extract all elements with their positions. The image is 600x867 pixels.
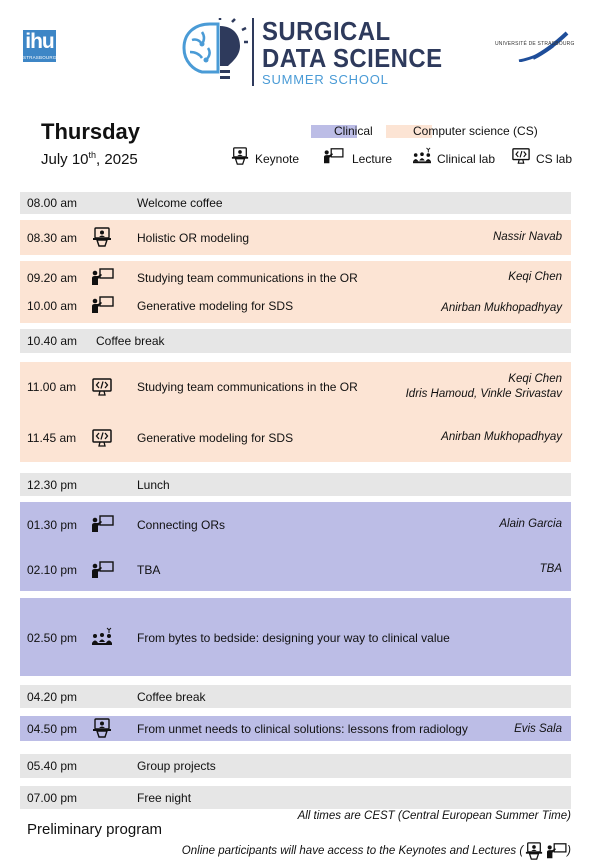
speaker-name: Keqi Chen xyxy=(508,373,562,385)
session-title: From unmet needs to clinical solutions: lessons from radiology xyxy=(137,722,468,736)
legend-clinical-label: Clinical xyxy=(334,124,373,138)
date-ordinal: th xyxy=(88,150,97,160)
ihu-logo-subtext: STRASBOURG xyxy=(23,55,57,60)
speaker-name: Nassir Navab xyxy=(492,231,562,243)
session-title: Connecting ORs xyxy=(137,518,226,532)
lecture-icon xyxy=(90,267,114,287)
session-title: Free night xyxy=(137,791,192,805)
lecture-icon xyxy=(90,514,114,534)
schedule-block-clinical xyxy=(20,716,571,741)
session-title: Studying team communications in the OR xyxy=(137,271,358,285)
legend-clinical-lab-label: Clinical lab xyxy=(437,152,496,166)
lecture-icon xyxy=(322,147,344,165)
session-title: Generative modeling for SDS xyxy=(137,431,294,445)
legend-lecture-label: Lecture xyxy=(352,152,393,166)
session-title: Holistic OR modeling xyxy=(137,231,250,245)
time-label: 12.30 pm xyxy=(27,478,78,492)
speaker-name-secondary: Idris Hamoud, Vinkle Srivastav xyxy=(405,388,562,400)
date-line xyxy=(41,150,138,168)
time-label: 07.00 pm xyxy=(27,791,78,805)
clinical-lab-icon xyxy=(411,147,433,165)
lecture-icon xyxy=(90,560,114,580)
keynote-icon xyxy=(90,718,114,738)
timezone-note: All times are CEST (Central European Summer Time) xyxy=(297,810,571,822)
time-label: 01.30 pm xyxy=(27,518,78,532)
header-divider xyxy=(252,18,254,86)
session-title: TBA xyxy=(137,563,161,577)
keynote-icon xyxy=(229,147,251,165)
schedule-row-break xyxy=(20,192,571,214)
sds-subtitle: SUMMER SCHOOL xyxy=(262,72,389,87)
time-label: 11.45 am xyxy=(27,431,77,445)
speaker-name: Alain Garcia xyxy=(499,518,562,530)
cs-lab-icon xyxy=(90,377,114,397)
speaker-name: Evis Sala xyxy=(514,723,562,735)
online-note xyxy=(182,842,571,860)
online-note-text: Online participants will have access to the Keynotes and Lectures ( xyxy=(181,845,524,858)
lecture-icon xyxy=(90,295,114,315)
ihu-logo-text: ihu xyxy=(25,30,54,53)
speaker-name: TBA xyxy=(539,563,562,575)
session-title: Coffee break xyxy=(137,690,206,704)
online-note-close: ) xyxy=(567,845,571,858)
session-title: Welcome coffee xyxy=(137,196,223,210)
date-month: July 10 xyxy=(41,151,89,168)
legend-keynote-label: Keynote xyxy=(255,152,300,166)
keynote-icon xyxy=(90,227,114,247)
time-label: 02.50 pm xyxy=(27,631,78,645)
schedule-block-clinical xyxy=(20,598,571,676)
unistra-logo-text: UNIVERSITÉ DE STRASBOURG xyxy=(495,41,575,47)
schedule-row-break xyxy=(20,329,571,353)
speaker-name: Anirban Mukhopadhyay xyxy=(441,431,562,443)
brain-bulb-icon xyxy=(180,18,248,84)
session-title: Group projects xyxy=(137,759,216,773)
schedule-block-cs xyxy=(20,362,571,462)
clinical-lab-icon xyxy=(90,627,114,647)
ihu-logo xyxy=(23,30,56,62)
time-label: 04.50 pm xyxy=(27,722,78,736)
legend-cs-label: Computer science (CS) xyxy=(413,124,538,138)
keynote-icon xyxy=(523,842,545,860)
session-title: Studying team communications in the OR xyxy=(137,380,358,394)
schedule-row-break xyxy=(20,754,571,778)
time-label: 10.40 am xyxy=(27,334,78,348)
sds-title-line1: SURGICAL xyxy=(262,16,391,46)
time-label: 11.00 am xyxy=(27,380,77,394)
session-title: From bytes to bedside: designing your way to clinical value xyxy=(137,631,450,645)
lecture-icon xyxy=(545,842,567,860)
cs-lab-icon xyxy=(510,147,532,165)
session-title: Coffee break xyxy=(96,334,165,348)
time-label: 10.00 am xyxy=(27,299,78,313)
time-label: 08.00 am xyxy=(27,196,78,210)
schedule-row-break xyxy=(20,473,571,496)
schedule-block-clinical xyxy=(20,502,571,591)
schedule-block-cs xyxy=(20,261,571,323)
schedule-block-cs xyxy=(20,220,571,255)
speaker-name: Anirban Mukhopadhyay xyxy=(441,302,562,314)
preliminary-label: Preliminary program xyxy=(27,821,163,838)
schedule-row-break xyxy=(20,685,571,708)
date-year: , 2025 xyxy=(96,151,138,168)
time-label: 04.20 pm xyxy=(27,690,78,704)
time-label: 09.20 am xyxy=(27,271,78,285)
legend-cs-lab-label: CS lab xyxy=(536,152,573,166)
time-label: 02.10 pm xyxy=(27,563,78,577)
sds-title-line2: DATA SCIENCE xyxy=(262,43,443,73)
session-title: Generative modeling for SDS xyxy=(137,299,294,313)
day-title: Thursday xyxy=(41,119,141,144)
cs-lab-icon xyxy=(90,428,114,448)
session-title: Lunch xyxy=(137,478,170,492)
schedule-row-break xyxy=(20,786,571,809)
time-label: 08.30 am xyxy=(27,231,78,245)
time-label: 05.40 pm xyxy=(27,759,78,773)
speaker-name: Keqi Chen xyxy=(508,271,562,283)
